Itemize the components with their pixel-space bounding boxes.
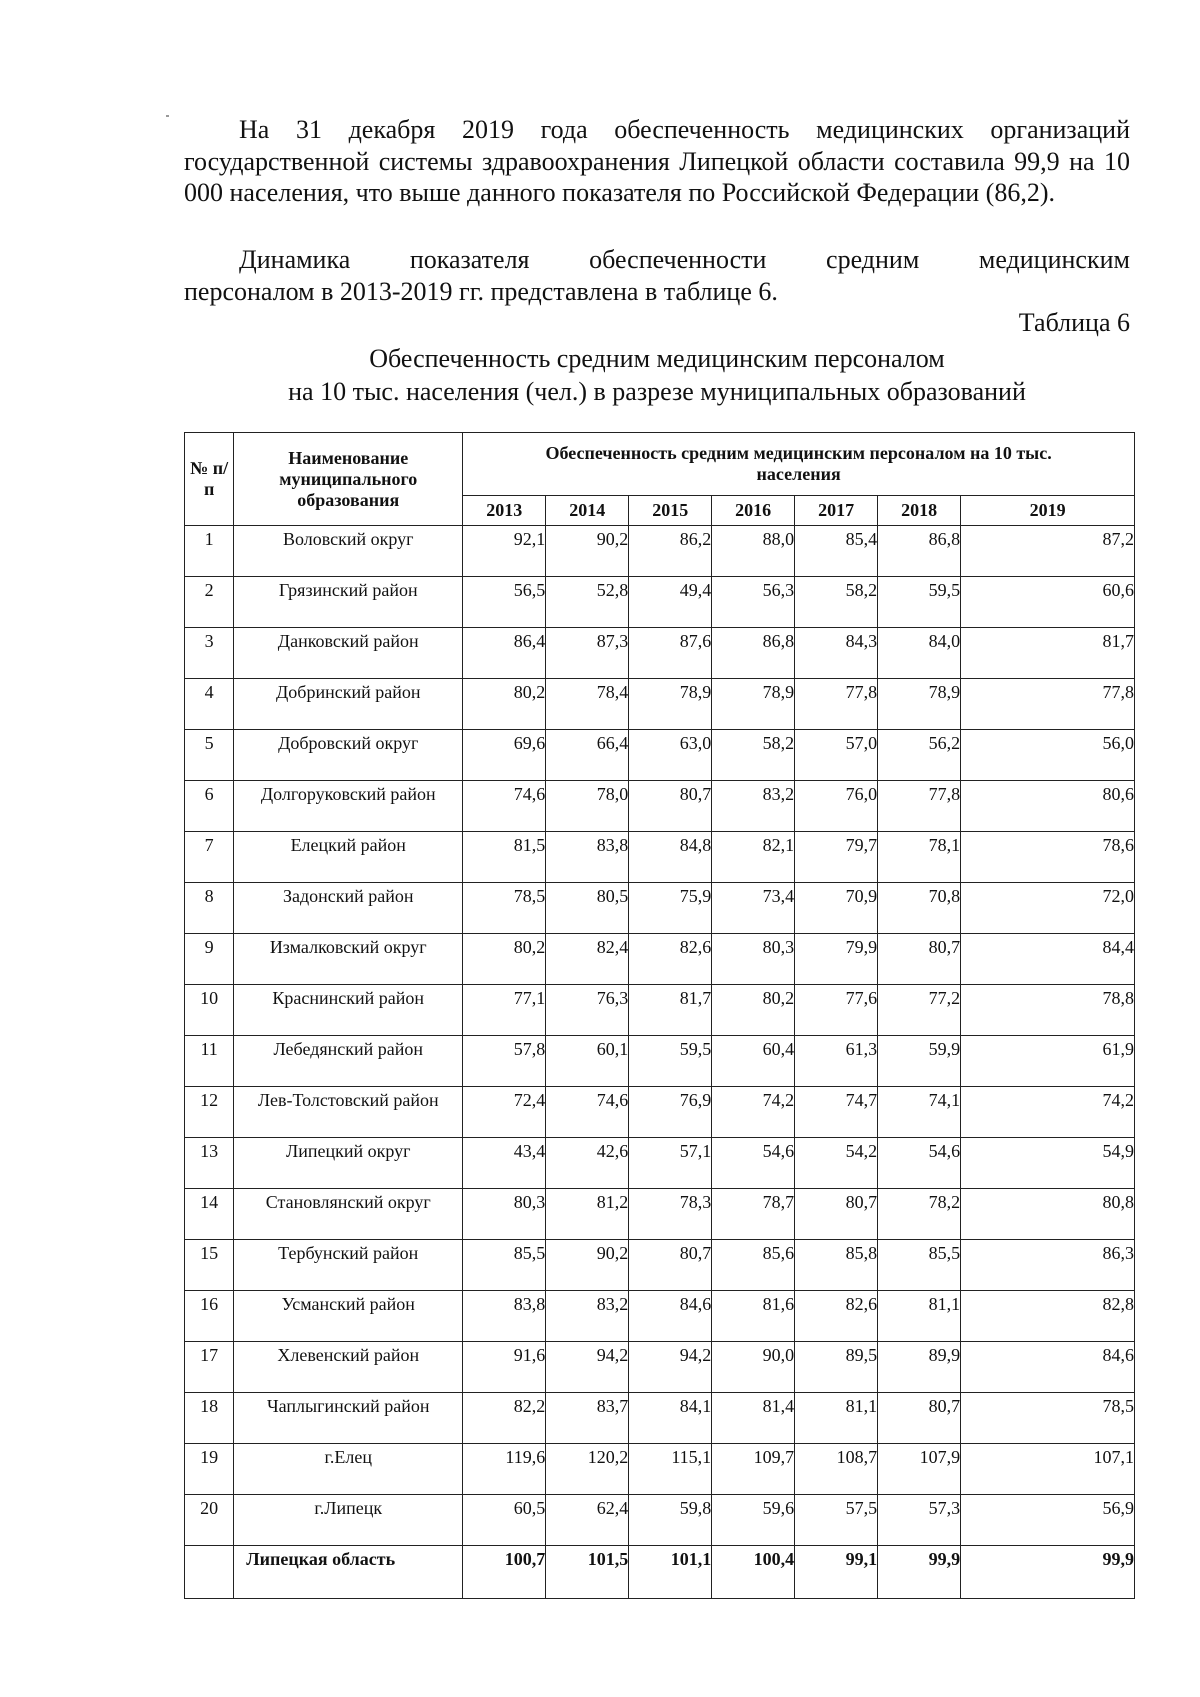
table-row bbox=[185, 730, 1135, 781]
provision-value: 82,8 bbox=[961, 1291, 1135, 1342]
provision-value: 90,2 bbox=[546, 1240, 629, 1291]
table-row bbox=[185, 1036, 1135, 1087]
provision-value: 73,4 bbox=[712, 883, 795, 934]
municipality-name: Долгоруковский район bbox=[234, 781, 463, 832]
provision-value: 101,1 bbox=[629, 1546, 712, 1599]
provision-value: 81,4 bbox=[712, 1393, 795, 1444]
provision-value: 82,6 bbox=[795, 1291, 878, 1342]
municipality-name: Задонский район bbox=[234, 883, 463, 934]
provision-value: 88,0 bbox=[712, 526, 795, 577]
provision-value: 80,7 bbox=[629, 1240, 712, 1291]
municipality-name: Елецкий район bbox=[234, 832, 463, 883]
provision-value: 80,2 bbox=[463, 934, 546, 985]
row-number: 9 bbox=[185, 934, 234, 985]
row-number: 3 bbox=[185, 628, 234, 679]
provision-value: 77,8 bbox=[961, 679, 1135, 730]
provision-value: 90,2 bbox=[546, 526, 629, 577]
table-row bbox=[185, 985, 1135, 1036]
municipality-name: Тербунский район bbox=[234, 1240, 463, 1291]
scan-speck bbox=[166, 115, 169, 117]
municipality-name: г.Елец bbox=[234, 1444, 463, 1495]
paragraph-2 bbox=[184, 244, 1130, 307]
provision-value: 94,2 bbox=[546, 1342, 629, 1393]
municipality-name: Добровский округ bbox=[234, 730, 463, 781]
provision-table bbox=[184, 432, 1135, 1599]
table-row bbox=[185, 781, 1135, 832]
provision-value: 84,4 bbox=[961, 934, 1135, 985]
provision-value: 87,3 bbox=[546, 628, 629, 679]
provision-value: 76,9 bbox=[629, 1087, 712, 1138]
provision-value: 70,9 bbox=[795, 883, 878, 934]
provision-value: 54,6 bbox=[712, 1138, 795, 1189]
table-row bbox=[185, 883, 1135, 934]
municipality-name: Данковский район bbox=[234, 628, 463, 679]
provision-value: 85,6 bbox=[712, 1240, 795, 1291]
provision-value: 80,8 bbox=[961, 1189, 1135, 1240]
provision-value: 63,0 bbox=[629, 730, 712, 781]
provision-value: 74,6 bbox=[546, 1087, 629, 1138]
provision-value: 83,2 bbox=[712, 781, 795, 832]
provision-value: 120,2 bbox=[546, 1444, 629, 1495]
table-row bbox=[185, 1087, 1135, 1138]
provision-value: 80,7 bbox=[795, 1189, 878, 1240]
provision-value: 74,2 bbox=[712, 1087, 795, 1138]
table-row bbox=[185, 1444, 1135, 1495]
provision-value: 83,8 bbox=[546, 832, 629, 883]
table-row bbox=[185, 832, 1135, 883]
provision-value: 78,4 bbox=[546, 679, 629, 730]
provision-value: 78,5 bbox=[463, 883, 546, 934]
provision-value: 54,6 bbox=[878, 1138, 961, 1189]
municipality-name: Лев-Толстовский район bbox=[234, 1087, 463, 1138]
table-row bbox=[185, 679, 1135, 730]
provision-value: 54,9 bbox=[961, 1138, 1135, 1189]
provision-value: 84,8 bbox=[629, 832, 712, 883]
provision-value: 78,9 bbox=[712, 679, 795, 730]
row-number: 17 bbox=[185, 1342, 234, 1393]
provision-value: 85,8 bbox=[795, 1240, 878, 1291]
provision-value: 115,1 bbox=[629, 1444, 712, 1495]
provision-value: 62,4 bbox=[546, 1495, 629, 1546]
municipality-name: Грязинский район bbox=[234, 577, 463, 628]
row-number: 7 bbox=[185, 832, 234, 883]
provision-value: 60,5 bbox=[463, 1495, 546, 1546]
provision-value: 84,1 bbox=[629, 1393, 712, 1444]
provision-value: 78,6 bbox=[961, 832, 1135, 883]
provision-value: 70,8 bbox=[878, 883, 961, 934]
municipality-name: г.Липецк bbox=[234, 1495, 463, 1546]
provision-value: 109,7 bbox=[712, 1444, 795, 1495]
provision-value: 86,2 bbox=[629, 526, 712, 577]
municipality-name: Добринский район bbox=[234, 679, 463, 730]
row-number: 12 bbox=[185, 1087, 234, 1138]
paragraph-2-word: медицинским bbox=[978, 245, 1130, 274]
table-number-label: Таблица 6 bbox=[1018, 308, 1130, 337]
provision-value: 99,9 bbox=[961, 1546, 1135, 1599]
provision-value: 57,0 bbox=[795, 730, 878, 781]
table-body bbox=[185, 526, 1135, 1599]
provision-value: 77,8 bbox=[795, 679, 878, 730]
provision-value: 82,6 bbox=[629, 934, 712, 985]
provision-value: 66,4 bbox=[546, 730, 629, 781]
provision-value: 59,5 bbox=[629, 1036, 712, 1087]
provision-value: 81,2 bbox=[546, 1189, 629, 1240]
provision-value: 82,1 bbox=[712, 832, 795, 883]
table-row bbox=[185, 1342, 1135, 1393]
caption-line-2: на 10 тыс. населения (чел.) в разрезе муниципальных образований bbox=[288, 377, 1026, 406]
provision-value: 59,5 bbox=[878, 577, 961, 628]
provision-value: 59,8 bbox=[629, 1495, 712, 1546]
provision-value: 57,8 bbox=[463, 1036, 546, 1087]
header-year: 2018 bbox=[878, 496, 961, 526]
provision-value: 86,3 bbox=[961, 1240, 1135, 1291]
provision-value: 85,5 bbox=[878, 1240, 961, 1291]
row-number: 18 bbox=[185, 1393, 234, 1444]
header-number: № п/п bbox=[185, 433, 234, 526]
provision-value: 100,4 bbox=[712, 1546, 795, 1599]
provision-value: 77,6 bbox=[795, 985, 878, 1036]
municipality-name: Краснинский район bbox=[234, 985, 463, 1036]
provision-value: 77,8 bbox=[878, 781, 961, 832]
table-caption bbox=[184, 342, 1130, 408]
municipality-name: Хлевенский район bbox=[234, 1342, 463, 1393]
header-year: 2013 bbox=[463, 496, 546, 526]
provision-value: 57,1 bbox=[629, 1138, 712, 1189]
provision-value: 60,4 bbox=[712, 1036, 795, 1087]
provision-value: 119,6 bbox=[463, 1444, 546, 1495]
provision-value: 86,8 bbox=[878, 526, 961, 577]
row-number: 8 bbox=[185, 883, 234, 934]
provision-value: 56,5 bbox=[463, 577, 546, 628]
provision-value: 56,3 bbox=[712, 577, 795, 628]
provision-value: 78,9 bbox=[878, 679, 961, 730]
provision-value: 58,2 bbox=[795, 577, 878, 628]
row-number: 11 bbox=[185, 1036, 234, 1087]
header-municipality: Наименование муниципального образования bbox=[234, 433, 463, 526]
provision-value: 83,7 bbox=[546, 1393, 629, 1444]
provision-value: 77,2 bbox=[878, 985, 961, 1036]
provision-value: 84,6 bbox=[961, 1342, 1135, 1393]
provision-value: 77,1 bbox=[463, 985, 546, 1036]
header-year: 2015 bbox=[629, 496, 712, 526]
header-year: 2017 bbox=[795, 496, 878, 526]
provision-value: 78,1 bbox=[878, 832, 961, 883]
provision-value: 99,9 bbox=[878, 1546, 961, 1599]
provision-value: 74,6 bbox=[463, 781, 546, 832]
provision-value: 82,4 bbox=[546, 934, 629, 985]
header-year: 2014 bbox=[546, 496, 629, 526]
provision-value: 75,9 bbox=[629, 883, 712, 934]
provision-value: 57,5 bbox=[795, 1495, 878, 1546]
provision-value: 84,0 bbox=[878, 628, 961, 679]
provision-value: 61,3 bbox=[795, 1036, 878, 1087]
provision-value: 76,0 bbox=[795, 781, 878, 832]
provision-value: 69,6 bbox=[463, 730, 546, 781]
provision-value: 78,9 bbox=[629, 679, 712, 730]
municipality-name: Липецкая область bbox=[234, 1546, 463, 1599]
provision-value: 83,2 bbox=[546, 1291, 629, 1342]
provision-value: 83,8 bbox=[463, 1291, 546, 1342]
provision-value: 78,8 bbox=[961, 985, 1135, 1036]
provision-value: 80,2 bbox=[463, 679, 546, 730]
row-number: 19 bbox=[185, 1444, 234, 1495]
table-row bbox=[185, 1495, 1135, 1546]
row-number: 16 bbox=[185, 1291, 234, 1342]
provision-value: 81,1 bbox=[795, 1393, 878, 1444]
table-row bbox=[185, 526, 1135, 577]
provision-value: 91,6 bbox=[463, 1342, 546, 1393]
row-number bbox=[185, 1546, 234, 1599]
provision-value: 85,5 bbox=[463, 1240, 546, 1291]
provision-value: 84,3 bbox=[795, 628, 878, 679]
row-number: 15 bbox=[185, 1240, 234, 1291]
provision-value: 79,7 bbox=[795, 832, 878, 883]
provision-value: 84,6 bbox=[629, 1291, 712, 1342]
provision-value: 72,0 bbox=[961, 883, 1135, 934]
provision-value: 78,3 bbox=[629, 1189, 712, 1240]
provision-value: 86,4 bbox=[463, 628, 546, 679]
row-number: 4 bbox=[185, 679, 234, 730]
provision-value: 78,5 bbox=[961, 1393, 1135, 1444]
provision-value: 80,6 bbox=[961, 781, 1135, 832]
provision-value: 59,6 bbox=[712, 1495, 795, 1546]
table-row bbox=[185, 628, 1135, 679]
provision-value: 74,7 bbox=[795, 1087, 878, 1138]
paragraph-2-word: средним bbox=[826, 245, 920, 274]
provision-value: 60,1 bbox=[546, 1036, 629, 1087]
provision-value: 80,3 bbox=[712, 934, 795, 985]
provision-value: 87,2 bbox=[961, 526, 1135, 577]
caption-line-1: Обеспеченность средним медицинским персоналом bbox=[369, 344, 945, 373]
municipality-name: Чаплыгинский район bbox=[234, 1393, 463, 1444]
provision-value: 86,8 bbox=[712, 628, 795, 679]
provision-value: 80,7 bbox=[878, 934, 961, 985]
paragraph-1-text: На 31 декабря 2019 года обеспеченность медицинских организаций государственной системы здравоохранения Липецкой области составила 99,9 на 10 000 населения, что выше данного показателя по Российской Федерации (86,2). bbox=[184, 115, 1130, 207]
provision-value: 80,3 bbox=[463, 1189, 546, 1240]
provision-value: 78,2 bbox=[878, 1189, 961, 1240]
provision-value: 89,9 bbox=[878, 1342, 961, 1393]
row-number: 1 bbox=[185, 526, 234, 577]
provision-value: 59,9 bbox=[878, 1036, 961, 1087]
table-row bbox=[185, 1138, 1135, 1189]
provision-value: 85,4 bbox=[795, 526, 878, 577]
header-provision-group: Обеспеченность средним медицинским персоналом на 10 тыс. населения bbox=[463, 433, 1135, 496]
provision-value: 74,1 bbox=[878, 1087, 961, 1138]
table-row bbox=[185, 934, 1135, 985]
provision-value: 100,7 bbox=[463, 1546, 546, 1599]
provision-value: 81,5 bbox=[463, 832, 546, 883]
provision-value: 92,1 bbox=[463, 526, 546, 577]
provision-value: 56,0 bbox=[961, 730, 1135, 781]
total-row bbox=[185, 1546, 1135, 1599]
provision-value: 78,7 bbox=[712, 1189, 795, 1240]
provision-value: 72,4 bbox=[463, 1087, 546, 1138]
row-number: 10 bbox=[185, 985, 234, 1036]
paragraph-2-word: обеспеченности bbox=[589, 245, 767, 274]
municipality-name: Воловский округ bbox=[234, 526, 463, 577]
provision-value: 90,0 bbox=[712, 1342, 795, 1393]
provision-value: 74,2 bbox=[961, 1087, 1135, 1138]
provision-value: 58,2 bbox=[712, 730, 795, 781]
provision-value: 81,1 bbox=[878, 1291, 961, 1342]
row-number: 5 bbox=[185, 730, 234, 781]
paragraph-2-first-line bbox=[184, 244, 1130, 276]
municipality-name: Измалковский округ bbox=[234, 934, 463, 985]
header-year: 2019 bbox=[961, 496, 1135, 526]
row-number: 2 bbox=[185, 577, 234, 628]
provision-value: 81,6 bbox=[712, 1291, 795, 1342]
provision-value: 52,8 bbox=[546, 577, 629, 628]
row-number: 6 bbox=[185, 781, 234, 832]
provision-value: 80,7 bbox=[878, 1393, 961, 1444]
provision-value: 107,9 bbox=[878, 1444, 961, 1495]
provision-value: 108,7 bbox=[795, 1444, 878, 1495]
provision-value: 107,1 bbox=[961, 1444, 1135, 1495]
provision-value: 80,7 bbox=[629, 781, 712, 832]
provision-value: 79,9 bbox=[795, 934, 878, 985]
provision-value: 80,2 bbox=[712, 985, 795, 1036]
provision-value: 57,3 bbox=[878, 1495, 961, 1546]
provision-value: 94,2 bbox=[629, 1342, 712, 1393]
municipality-name: Лебедянский район bbox=[234, 1036, 463, 1087]
paragraph-2-word: показателя bbox=[409, 245, 530, 274]
provision-value: 89,5 bbox=[795, 1342, 878, 1393]
table-row bbox=[185, 1291, 1135, 1342]
row-number: 20 bbox=[185, 1495, 234, 1546]
table-row bbox=[185, 1189, 1135, 1240]
paragraph-1 bbox=[184, 114, 1130, 209]
table-row bbox=[185, 577, 1135, 628]
provision-value: 99,1 bbox=[795, 1546, 878, 1599]
provision-value: 87,6 bbox=[629, 628, 712, 679]
provision-value: 82,2 bbox=[463, 1393, 546, 1444]
municipality-name: Липецкий округ bbox=[234, 1138, 463, 1189]
provision-value: 56,2 bbox=[878, 730, 961, 781]
provision-value: 81,7 bbox=[961, 628, 1135, 679]
provision-value: 80,5 bbox=[546, 883, 629, 934]
header-year: 2016 bbox=[712, 496, 795, 526]
provision-value: 43,4 bbox=[463, 1138, 546, 1189]
provision-value: 61,9 bbox=[961, 1036, 1135, 1087]
provision-value: 60,6 bbox=[961, 577, 1135, 628]
provision-value: 56,9 bbox=[961, 1495, 1135, 1546]
provision-value: 76,3 bbox=[546, 985, 629, 1036]
table-row bbox=[185, 1393, 1135, 1444]
provision-value: 78,0 bbox=[546, 781, 629, 832]
provision-value: 101,5 bbox=[546, 1546, 629, 1599]
provision-value: 54,2 bbox=[795, 1138, 878, 1189]
paragraph-2-rest: персоналом в 2013-2019 гг. представлена в таблице 6. bbox=[184, 276, 778, 306]
municipality-name: Усманский район bbox=[234, 1291, 463, 1342]
row-number: 13 bbox=[185, 1138, 234, 1189]
paragraph-2-word: Динамика bbox=[239, 245, 351, 274]
row-number: 14 bbox=[185, 1189, 234, 1240]
provision-value: 81,7 bbox=[629, 985, 712, 1036]
table-row bbox=[185, 1240, 1135, 1291]
provision-value: 42,6 bbox=[546, 1138, 629, 1189]
provision-value: 49,4 bbox=[629, 577, 712, 628]
municipality-name: Становлянский округ bbox=[234, 1189, 463, 1240]
